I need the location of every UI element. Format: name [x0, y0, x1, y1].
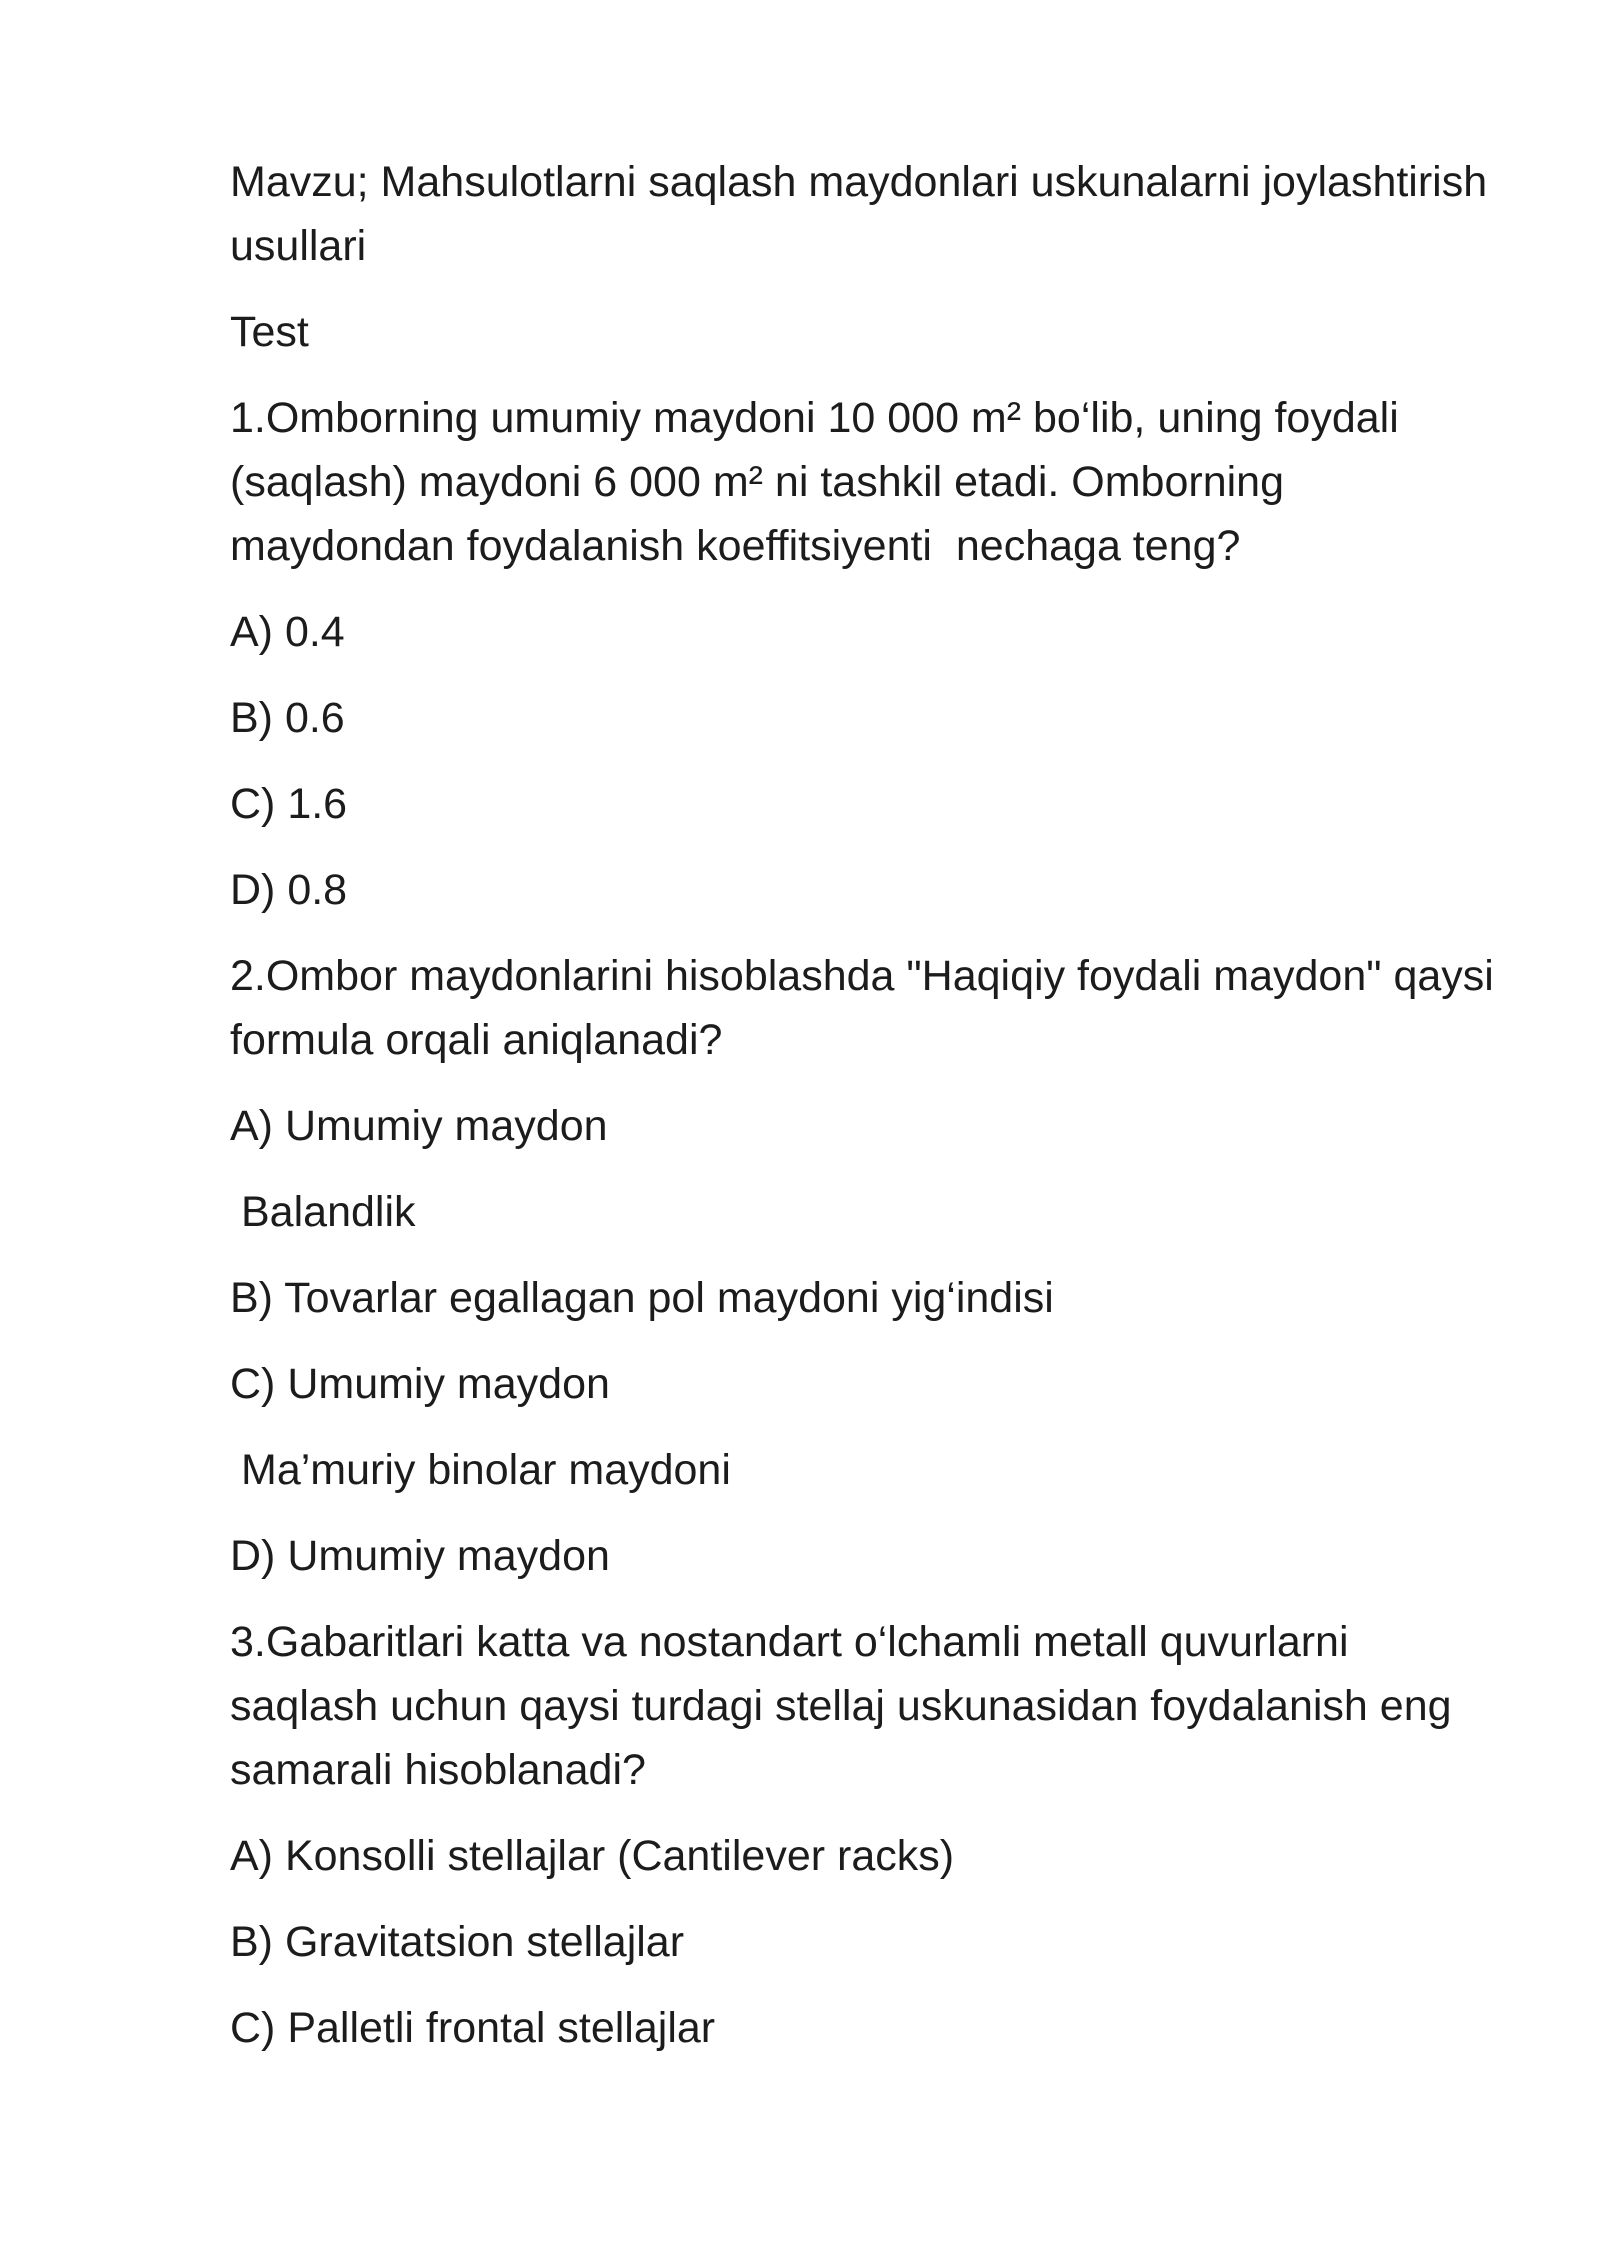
- question-3-option-b: B) Gravitatsion stellajlar: [230, 1918, 685, 1966]
- question-2-option-a: A) Umumiy maydon: [230, 1102, 608, 1150]
- question-2-option-c-continuation: Ma’muriy binolar maydoni: [241, 1446, 731, 1494]
- question-1-option-c: C) 1.6: [230, 780, 348, 828]
- question-2-option-c: C) Umumiy maydon: [230, 1360, 610, 1408]
- question-2-text: 2.Ombor maydonlarini hisoblashda "Haqiqiy foydali maydon" qaysi formula orqali aniqlanadi?: [230, 952, 1506, 1064]
- topic-title: Mavzu; Mahsulotlarni saqlash maydonlari uskunalarni joylashtirish usullari: [230, 158, 1500, 270]
- document-body: [230, 150, 1506, 2082]
- question-3-option-a: A) Konsolli stellajlar (Cantilever racks): [230, 1832, 955, 1880]
- question-1-option-b: B) 0.6: [230, 694, 345, 742]
- question-3-option-c: C) Palletli frontal stellajlar: [230, 2004, 716, 2052]
- question-1-option-a: A) 0.4: [230, 608, 345, 656]
- question-1-option-d: D) 0.8: [230, 866, 348, 914]
- question-2-option-a-continuation: Balandlik: [241, 1188, 416, 1236]
- question-3-text: 3.Gabaritlari katta va nostandart o‘lchamli metall quvurlarni saqlash uchun qaysi turdagi stellaj uskunasidan foydalanish eng samarali hisoblanadi?: [230, 1618, 1464, 1794]
- section-label: Test: [230, 308, 309, 356]
- question-1-text: 1.Omborning umumiy maydoni 10 000 m² bo‘lib, uning foydali (saqlash) maydoni 6 000 m² ni tashkil etadi. Omborning maydondan foydalanish koeffitsiyenti nechaga teng?: [230, 394, 1411, 570]
- question-2-option-d: D) Umumiy maydon: [230, 1532, 610, 1580]
- question-2-option-b: B) Tovarlar egallagan pol maydoni yig‘indisi: [230, 1274, 1054, 1322]
